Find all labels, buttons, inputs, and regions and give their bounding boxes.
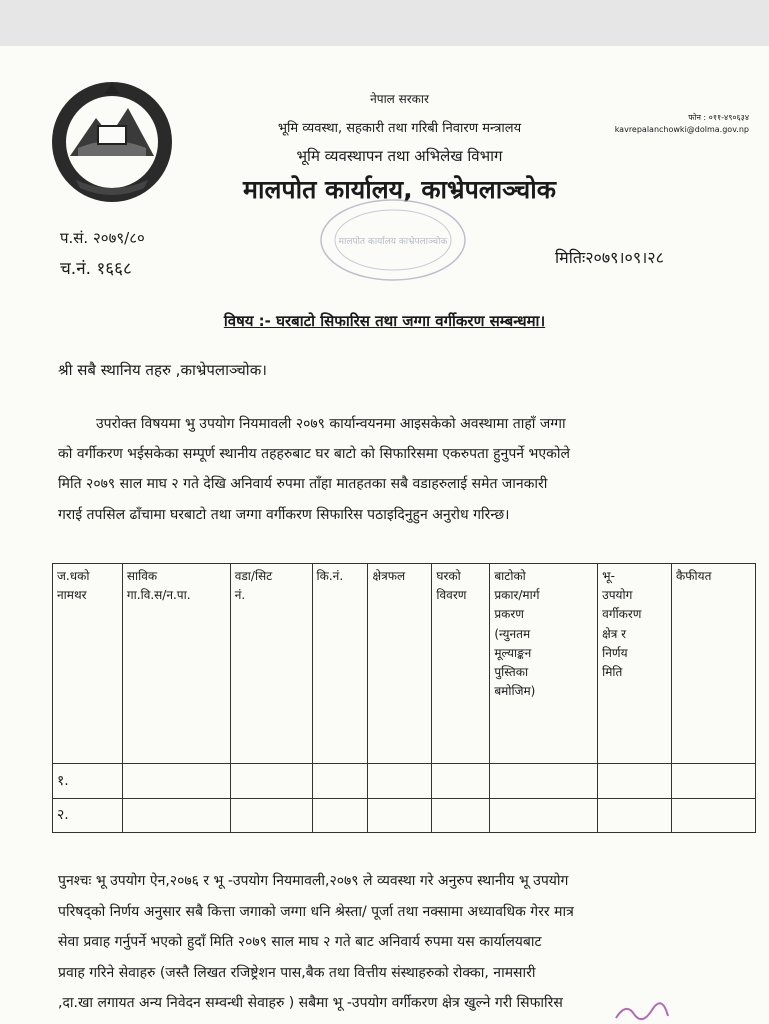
row-number: १. <box>53 764 123 799</box>
table-row <box>53 798 756 833</box>
col-header-former-vdc: साविक गा.वि.स/न.पा. <box>122 564 230 764</box>
postscript-line-2: परिषद्को निर्णय अनुसार सबै कित्ता जगाको जग्गा धनि श्रेस्ता/ पूर्जा तथा नक्सामा अध्यावधिक गेरर मात्र <box>58 904 574 920</box>
image-top-border <box>0 0 769 46</box>
postscript-line-1: पुनश्चः भू उपयोग ऐन,२०७६ र भू -उपयोग नियमावली,२०७९ ले व्यवस्था गरे अनुरुप स्थानीय भू उपयोग <box>58 873 569 889</box>
col-header-owner: ज.धको नामथर <box>53 564 123 764</box>
col-header-ward-sheet: वडा/सिट नं. <box>230 564 312 764</box>
col-header-plot-no: कि.नं. <box>312 564 368 764</box>
body-line-4: गराई तपसिल ढाँचामा घरबाटो तथा जग्गा वर्गीकरण सिफारिस पठाइदिनुहुन अनुरोध गरिन्छ। <box>58 507 510 523</box>
col-header-land-use: भू- उपयोग वर्गीकरण क्षेत्र र निर्णय मिति <box>598 564 672 764</box>
recommendation-table <box>52 563 756 833</box>
subject-text: विषय :- घरबाटो सिफारिस तथा जग्गा वर्गीकरण सम्बन्धमा। <box>223 312 546 330</box>
contact-block <box>615 112 749 136</box>
col-header-area: क्षेत्रफल <box>368 564 432 764</box>
contact-phone: फोन : ०११-४९०६३४ <box>688 113 749 122</box>
letter-date: मितिः२०७९।०९।२८ <box>555 248 664 267</box>
dispatch-number: च.नं. १६६८ <box>60 259 132 279</box>
table-row <box>53 764 756 799</box>
col-header-road-type: बाटोको प्रकार/मार्ग प्रकरण (न्युनतम मूल्याङ्कन पुस्तिका बमोजिम) <box>490 564 598 764</box>
reference-number: प.सं. २०७९/८० <box>60 229 145 247</box>
body-line-2: को वर्गीकरण भईसकेका सम्पूर्ण स्थानीय तहहरुबाट घर बाटो को सिफारिसमा एकरुपता हुनुपर्ने भएकोले <box>58 446 570 462</box>
office-stamp <box>318 196 468 284</box>
postscript-line-5: ,दा.खा लगायत अन्य निवेदन सम्वन्धी सेवाहरु ) सबैमा भू -उपयोग वर्गीकरण क्षेत्र खुल्ने गरी सिफारिस <box>58 995 563 1011</box>
col-header-remarks: कैफीयत <box>672 564 756 764</box>
row-number: २. <box>53 798 123 833</box>
header-government: नेपाल सरकार <box>370 92 429 106</box>
header-office: मालपोत कार्यालय, काभ्रेपलाञ्चोक <box>243 175 556 204</box>
postscript-line-3: सेवा प्रवाह गर्नुपर्ने भएको हुदाँ मिति २०७९ साल माघ २ गते बाट अनिवार्य रुपमा यस कार्यालयबाट <box>58 934 542 950</box>
letter-subject <box>0 311 769 331</box>
col-header-house-details: घरको विवरण <box>432 564 490 764</box>
table-header-row <box>53 564 756 764</box>
contact-email: kavrepalanchowki@dolma.gov.np <box>614 125 749 134</box>
postscript-line-4: प्रवाह गरिने सेवाहरु (जस्तै लिखत रजिष्ट्रेशन पास,बैक तथा वित्तीय संस्थाहरुको रोक्का, नामसारी <box>58 965 536 981</box>
header-department: भूमि व्यवस्थापन तथा अभिलेख विभाग <box>296 147 503 165</box>
signature-mark <box>612 998 672 1024</box>
body-line-3: मिति २०७९ साल माघ २ गते देखि अनिवार्य रुपमा ताँहा मातहतका सबै वडाहरुलाई समेत जानकारी <box>58 476 548 492</box>
header-ministry: भूमि व्यवस्था, सहकारी तथा गरिबी निवारण मन्त्रालय <box>277 121 522 136</box>
stamp-text: मालपोत कार्यालय काभ्रेपलाञ्चोक <box>338 237 448 247</box>
addressee: श्री सबै स्थानिय तहरु ,काभ्रेपलाञ्चोक। <box>58 361 267 379</box>
body-line-1: उपरोक्त विषयमा भु उपयोग नियमावली २०७९ कार्यान्वयनमा आइसकेको अवस्थामा ताहाँ जग्गा <box>96 416 566 432</box>
